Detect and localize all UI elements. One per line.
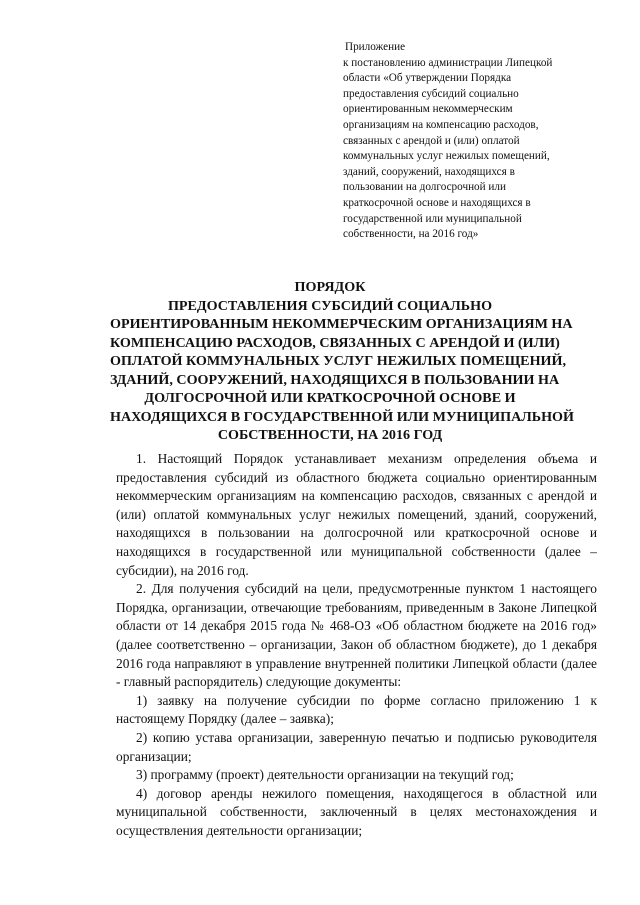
title-line: ОПЛАТОЙ КОММУНАЛЬНЫХ УСЛУГ НЕЖИЛЫХ ПОМЕЩЕНИЙ, [110, 353, 566, 369]
title-line: ЗДАНИЙ, СООРУЖЕНИЙ, НАХОДЯЩИХСЯ В ПОЛЬЗОВАНИИ НА [110, 371, 560, 388]
appendix-line: организациям на компенсацию расходов, [343, 118, 539, 131]
document-body [116, 450, 597, 840]
list-item-charter-copy: 2) копию устава организации, заверенную печатью и подписью руководителя организации; [116, 729, 597, 764]
list-item-lease-contract: 4) договор аренды нежилого помещения, находящегося в областной или муниципальной собственности, заключенный в целях местонахождения и осуществления деятельности организации; [116, 785, 597, 838]
appendix-line: государственной или муниципальной [343, 212, 522, 225]
title-line: ПОРЯДОК [294, 279, 366, 295]
title-line: КОМПЕНСАЦИЮ РАСХОДОВ, СВЯЗАННЫХ С АРЕНДОЙ И (ИЛИ) [110, 334, 560, 351]
appendix-line: ориентированным некоммерческим [343, 103, 513, 116]
appendix-line: зданий, сооружений, находящихся в [343, 165, 515, 178]
appendix-line: коммунальных услуг нежилых помещений, [343, 150, 550, 163]
appendix-line: Приложение [345, 41, 406, 53]
title-line: ПРЕДОСТАВЛЕНИЯ СУБСИДИЙ СОЦИАЛЬНО [167, 297, 493, 314]
document-title [110, 278, 574, 445]
appendix-line: связанных с арендой и (или) оплатой [343, 134, 520, 147]
list-item-application: 1) заявку на получение субсидии по форме согласно приложению 1 к настоящему Порядку (далее – заявка); [116, 692, 597, 727]
paragraph-1: 1. Настоящий Порядок устанавливает механизм определения объема и предоставления субсидий из областного бюджета социально ориентированным некоммерческим организациям на компенсацию расходов, связанных с арендой и (или) оплатой коммунальных услуг нежилых помещений, зданий, сооружений, находящихся в пользовании на долгосрочной или краткосрочной основе и находящихся в государственной или муниципальной собственности (далее – субсидии), на 2016 год. [116, 451, 597, 578]
paragraph-2: 2. Для получения субсидий на цели, предусмотренные пунктом 1 настоящего Порядка, организации, отвечающие требованиям, приведенным в Законе Липецкой области от 14 декабря 2015 года № 468-ОЗ «Об областном бюджете на 2016 год» (далее соответственно – организации, Закон об областном бюджете), до 1 декабря 2016 года направляют в управление внутренней политики Липецкой области (далее - главный распорядитель) следующие документы: [116, 581, 597, 690]
appendix-note [343, 40, 603, 243]
title-line: ДОЛГОСРОЧНОЙ ИЛИ КРАТКОСРОЧНОЙ ОСНОВЕ И [144, 390, 516, 406]
appendix-line: пользовании на долгосрочной или [343, 181, 506, 194]
appendix-line: краткосрочной основе и находящихся в [343, 196, 531, 209]
title-line: НАХОДЯЩИХСЯ В ГОСУДАРСТВЕННОЙ ИЛИ МУНИЦИПАЛЬНОЙ [110, 408, 574, 425]
title-line: СОБСТВЕННОСТИ, НА 2016 ГОД [217, 427, 443, 443]
list-item-program: 3) программу (проект) деятельности организации на текущий год; [136, 767, 514, 783]
appendix-line: области «Об утверждении Порядка [343, 72, 512, 85]
appendix-line: к постановлению администрации Липецкой [343, 56, 553, 69]
appendix-line: собственности, на 2016 год» [343, 228, 479, 241]
appendix-line: предоставления субсидий социально [343, 87, 519, 100]
title-line: ОРИЕНТИРОВАННЫМ НЕКОММЕРЧЕСКИМ ОРГАНИЗАЦИЯМ НА [110, 316, 573, 332]
